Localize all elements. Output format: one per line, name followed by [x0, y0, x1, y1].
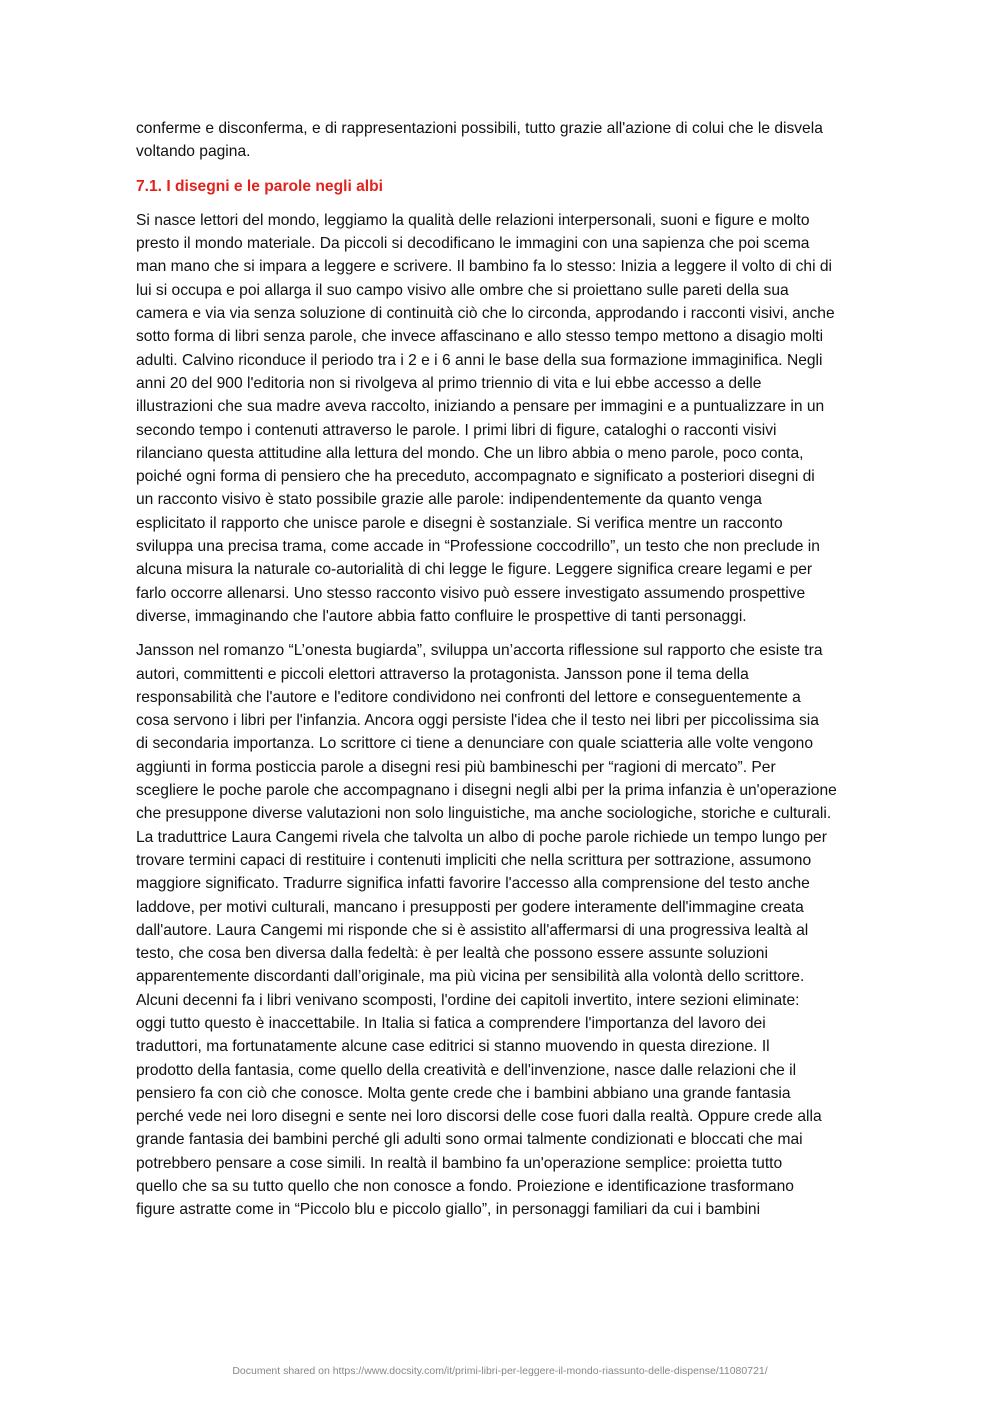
text-line: di secondaria importanza. Lo scrittore ci tiene a denunciare con quale sciatteria alle volte vengono — [136, 735, 813, 753]
text-line: prodotto della fantasia, come quello della creatività e dell'invenzione, nasce dalle relazioni che il — [136, 1061, 797, 1079]
text-line: traduttori, ma fortunatamente alcune case editrici si stanno muovendo in questa direzione. Il — [136, 1038, 770, 1056]
text-line: farlo occorre allenarsi. Uno stesso racconto visivo può essere investigato assumendo prospettive — [136, 584, 806, 602]
text-line: apparentemente discordanti dall’originale, ma più vicina per sensibilità alla volontà dello scrittore. — [136, 968, 805, 986]
document-page — [136, 117, 864, 1222]
text-line: secondo tempo i contenuti attraverso le parole. I primi libri di figure, cataloghi o racconti visivi — [136, 421, 777, 439]
text-line: scegliere le poche parole che accompagnano i disegni negli albi per la prima infanzia è un'operazione — [136, 782, 837, 800]
text-line: responsabilità che l'autore e l'editore condividono nei confronti del lettore e conseguentemente a — [136, 688, 801, 706]
text-line: potrebbero pensare a cose simili. In realtà il bambino fa un'operazione semplice: proietta tutto — [136, 1154, 783, 1172]
text-line: Jansson nel romanzo “L’onesta bugiarda”, sviluppa un’accorta riflessione sul rapporto che esiste tra — [136, 642, 823, 660]
text-line: man mano che si impara a leggere e scrivere. Il bambino fa lo stesso: Inizia a leggere il volto di chi di — [136, 258, 833, 276]
text-line: dall'autore. Laura Cangemi mi risponde che si è assistito all'affermarsi di una progressiva lealtà al — [136, 921, 809, 939]
text-line: sviluppa una precisa trama, come accade in “Professione coccodrillo”, un testo che non preclude in — [136, 538, 820, 556]
text-line: lui si occupa e poi allarga il suo campo visivo alle ombre che si proiettano sulle pareti della sua — [136, 281, 789, 299]
text-line: autori, committenti e piccoli elettori attraverso la protagonista. Jansson pone il tema della — [136, 665, 749, 683]
text-line: laddove, per motivi culturali, mancano i presupposti per godere interamente dell'immagine creata — [136, 898, 804, 916]
text-line: pensiero fa con ciò che conosce. Molta gente crede che i bambini abbiano una grande fantasia — [136, 1084, 791, 1102]
section-heading: 7.1. I disegni e le parole negli albi — [136, 177, 383, 195]
text-line: grande fantasia dei bambini perché gli adulti sono ormai talmente condizionati e bloccati che mai — [136, 1131, 803, 1149]
text-line: perché vede nei loro disegni e sente nei loro discorsi delle cose fuori dalla realtà. Oppure crede alla — [136, 1108, 822, 1126]
text-line: sotto forma di libri senza parole, che invece affascinano e allo stesso tempo mettono a disagio molti — [136, 328, 824, 346]
text-line: trovare termini capaci di restituire i contenuti impliciti che nella scrittura per sottrazione, assumono — [136, 851, 812, 869]
text-line: che presuppone diverse valutazioni non solo linguistiche, ma anche sociologiche, storiche e culturali. — [136, 805, 832, 823]
text-line: diverse, immaginando che l'autore abbia fatto confluire le prospettive di tanti personaggi. — [136, 607, 747, 625]
text-line: presto il mondo materiale. Da piccoli si decodificano le immagini con una sapienza che poi scema — [136, 235, 810, 253]
text-line: alcuna misura la naturale co-autorialità di chi legge le figure. Leggere significa creare legami e per — [136, 561, 813, 579]
text-line: illustrazioni che sua madre aveva raccolto, iniziando a pensare per immagini e a puntualizzare in un — [136, 398, 825, 416]
text-line: adulti. Calvino riconduce il periodo tra i 2 e i 6 anni le base della sua formazione immaginifica. Negli — [136, 351, 823, 369]
text-line: anni 20 del 900 l'editoria non si rivolgeva al primo triennio di vita e lui ebbe accesso a delle — [136, 374, 762, 392]
text-line: un racconto visivo è stato possibile grazie alle parole: indipendentemente da quanto venga — [136, 491, 762, 509]
text-line: poiché ogni forma di pensiero che ha preceduto, accompagnato e significato a posteriori disegni di — [136, 468, 815, 486]
document-footer: Document shared on https://www.docsity.com/it/primi-libri-per-leggere-il-mondo-riassunto-delle-dispense/11080721/ — [232, 1365, 768, 1377]
text-line: Si nasce lettori del mondo, leggiamo la qualità delle relazioni interpersonali, suoni e figure e molto — [136, 211, 810, 229]
intro-paragraph — [136, 117, 864, 164]
text-line: Alcuni decenni fa i libri venivano scomposti, l'ordine dei capitoli invertito, intere sezioni eliminate: — [136, 991, 800, 1009]
text-line: cosa servono i libri per l'infanzia. Ancora oggi persiste l'idea che il testo nei libri per piccolissima sia — [136, 712, 819, 730]
text-line: rilanciano questa attitudine alla lettura del mondo. Che un libro abbia o meno parole, poco conta, — [136, 444, 804, 462]
text-line: oggi tutto questo è inaccettabile. In Italia si fatica a comprendere l'importanza del lavoro dei — [136, 1014, 766, 1032]
text-line: esplicitato il rapporto che unisce parole e disegni è sostanziale. Si verifica mentre un racconto — [136, 514, 783, 532]
body-paragraph-1 — [136, 209, 864, 628]
text-line: La traduttrice Laura Cangemi rivela che talvolta un albo di poche parole richiede un tempo lungo per — [136, 828, 827, 846]
text-line: aggiunti in forma posticcia parole a disegni resi più bambineschi per “ragioni di mercato”. Per — [136, 758, 776, 776]
text-line: camera e via via senza soluzione di continuità ciò che lo circonda, approdando i racconti visivi, anche — [136, 305, 835, 323]
text-line: maggiore significato. Tradurre significa infatti favorire l'accesso alla comprensione del testo anche — [136, 875, 810, 893]
text-line: quello che sa su tutto quello che non conosce a fondo. Proiezione e identificazione trasformano — [136, 1178, 794, 1196]
body-paragraph-2 — [136, 639, 864, 1221]
text-line: conferme e disconferma, e di rappresentazioni possibili, tutto grazie all'azione di colui che le disvela — [136, 120, 823, 137]
text-line: testo, che cosa ben diversa dalla fedeltà: è per lealtà che possono essere assunte soluzioni — [136, 945, 768, 963]
text-line: voltando pagina. — [136, 143, 251, 161]
text-line: figure astratte come in “Piccolo blu e piccolo giallo”, in personaggi familiari da cui i bambini — [136, 1201, 761, 1219]
